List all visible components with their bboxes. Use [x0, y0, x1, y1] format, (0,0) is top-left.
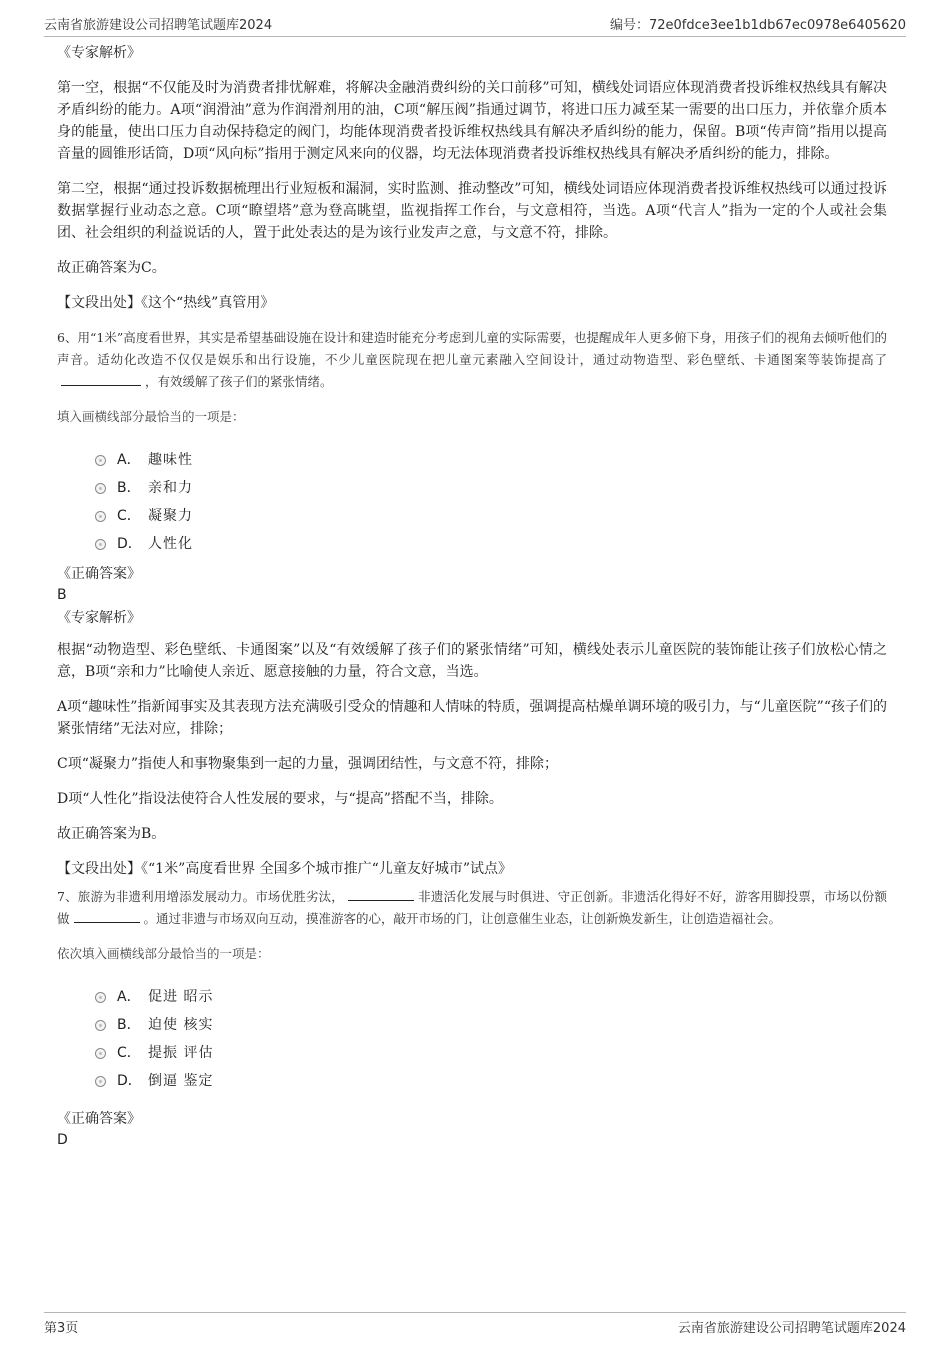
question-text: 6、用“1米”高度看世界，其实是希望基础设施在设计和建造时能充分考虑到儿童的实际需要，也提醒成年人更多俯下身，用孩子们的视角去倾听他们的声音。适幼化改造不仅仅是娱乐和出行设施，不少儿童医院现在把儿童元素融入空间设计，通过动物造型、彩色壁纸、卡通图案等装饰提高了: [57, 330, 887, 367]
analysis-paragraph: D项“人性化”指设法使符合人性发展的要求，与“提高”搭配不当，排除。: [57, 791, 503, 807]
question-text: 。通过非遗与市场双向互动，摸准游客的心，敲开市场的门，让创意催生业态，让创新焕发新生，让创造造福社会。: [143, 911, 782, 926]
radio-button[interactable]: [95, 455, 106, 466]
expert-analysis-label: 《专家解析》: [57, 610, 141, 626]
question-instruction: 填入画横线部分最恰当的一项是：: [57, 409, 245, 424]
option-a[interactable]: [95, 982, 887, 1010]
option-text: 亲和力: [148, 480, 193, 496]
question-text: 非遗活化发展与时俱进、守正创新。非遗活化得好不好，游客用脚投票，市场以份额做: [57, 889, 887, 926]
radio-button[interactable]: [95, 1020, 106, 1031]
footer-title: 云南省旅游建设公司招聘笔试题库2024: [677, 1321, 906, 1336]
option-b[interactable]: [95, 1010, 887, 1038]
analysis-paragraph: 根据“动物造型、彩色壁纸、卡通图案”以及“有效缓解了孩子们的紧张情绪”可知，横线处表示儿童医院的装饰能让孩子们放松心情之意，B项“亲和力”比喻使人亲近、愿意接触的力量，符合文意，当选。: [57, 642, 887, 680]
fill-blank: [61, 371, 141, 386]
page-header: [44, 12, 906, 37]
option-letter: B．: [117, 480, 141, 496]
question-7-stem: [57, 886, 887, 930]
option-text: 趣味性: [148, 452, 193, 468]
analysis-conclusion: 故正确答案为C。: [57, 260, 166, 276]
option-c[interactable]: [95, 501, 887, 529]
option-letter: B．: [117, 1017, 141, 1033]
header-title: 云南省旅游建设公司招聘笔试题库2024: [44, 18, 273, 33]
question-instruction: 依次填入画横线部分最恰当的一项是：: [57, 946, 270, 961]
option-text: 迫使 核实: [148, 1017, 214, 1033]
correct-answer: D: [57, 1132, 68, 1148]
correct-answer: B: [57, 587, 67, 603]
question-text: 7、旅游为非遗利用增添发展动力。市场优胜劣汰，: [57, 889, 344, 904]
document-id: 编号：72e0fdce3ee1b1db67ec0978e6405620: [609, 18, 906, 33]
analysis-paragraph: 第二空，根据“通过投诉数据梳理出行业短板和漏洞，实时监测、推动整改”可知，横线处词语应体现消费者投诉维权热线可以通过投诉数据掌握行业动态之意。C项“瞭望塔”意为登高眺望，监视指挥工作台，与文意相符，当选。A项“代言人”指为一定的个人或社会集团、社会组织的利益说话的人，置于此处表达的是为该行业发声之意，与文意不符，排除。: [57, 181, 887, 241]
radio-button[interactable]: [95, 992, 106, 1003]
source-citation: 【文段出处】《“1米”高度看世界 全国多个城市推广“儿童友好城市”试点》: [57, 861, 512, 877]
question-text: ，有效缓解了孩子们的紧张情绪。: [145, 374, 333, 389]
correct-answer-label: 《正确答案》: [57, 1111, 141, 1127]
option-text: 倒逼 鉴定: [148, 1073, 214, 1089]
option-c[interactable]: [95, 1038, 887, 1066]
analysis-conclusion: 故正确答案为B。: [57, 826, 166, 842]
option-letter: C．: [117, 1045, 141, 1061]
question-6-stem: [57, 327, 887, 393]
page-footer: [44, 1312, 906, 1337]
option-a[interactable]: [95, 445, 887, 473]
correct-answer-label: 《正确答案》: [57, 566, 141, 582]
radio-button[interactable]: [95, 539, 106, 550]
analysis-paragraph: C项“凝聚力”指使人和事物聚集到一起的力量，强调团结性，与文意不符，排除；: [57, 756, 559, 772]
fill-blank: [74, 908, 140, 923]
option-text: 促进 昭示: [148, 989, 214, 1005]
radio-button[interactable]: [95, 483, 106, 494]
analysis-paragraph: A项“趣味性”指新闻事实及其表现方法充满吸引受众的情趣和人情味的特质，强调提高枯燥单调环境的吸引力，与“儿童医院”“孩子们的紧张情绪”无法对应，排除；: [57, 699, 887, 737]
radio-button[interactable]: [95, 1048, 106, 1059]
option-d[interactable]: [95, 1066, 887, 1094]
radio-button[interactable]: [95, 1076, 106, 1087]
page-number: 第3页: [44, 1321, 79, 1336]
option-letter: D．: [117, 1073, 142, 1089]
question-7-options: [95, 982, 887, 1094]
analysis-paragraph: 第一空，根据“不仅能及时为消费者排忧解难，将解决金融消费纠纷的关口前移”可知，横线处词语应体现消费者投诉维权热线具有解决矛盾纠纷的能力。A项“润滑油”意为作润滑剂用的油，C项“解压阀”指通过调节，将进口压力减至某一需要的出口压力，并依靠介质本身的能量，使出口压力自动保持稳定的阀门，均能体现消费者投诉维权热线具有解决矛盾纠纷的能力，保留。B项“传声筒”指用以提高音量的圆锥形话筒，D项“风向标”指用于测定风来向的仪器，均无法体现消费者投诉维权热线具有解决矛盾纠纷的能力，排除。: [57, 80, 887, 162]
page-content: [57, 42, 887, 1152]
source-citation: 【文段出处】《这个“热线”真管用》: [57, 295, 275, 311]
option-letter: A．: [117, 989, 141, 1005]
option-letter: A．: [117, 452, 141, 468]
option-text: 提振 评估: [148, 1045, 214, 1061]
option-letter: C．: [117, 508, 141, 524]
option-text: 人性化: [148, 536, 193, 552]
option-letter: D．: [117, 536, 142, 552]
expert-analysis-label: 《专家解析》: [57, 45, 141, 61]
option-d[interactable]: [95, 529, 887, 557]
option-b[interactable]: [95, 473, 887, 501]
fill-blank: [348, 886, 414, 901]
question-6-options: [95, 445, 887, 557]
option-text: 凝聚力: [148, 508, 193, 524]
radio-button[interactable]: [95, 511, 106, 522]
